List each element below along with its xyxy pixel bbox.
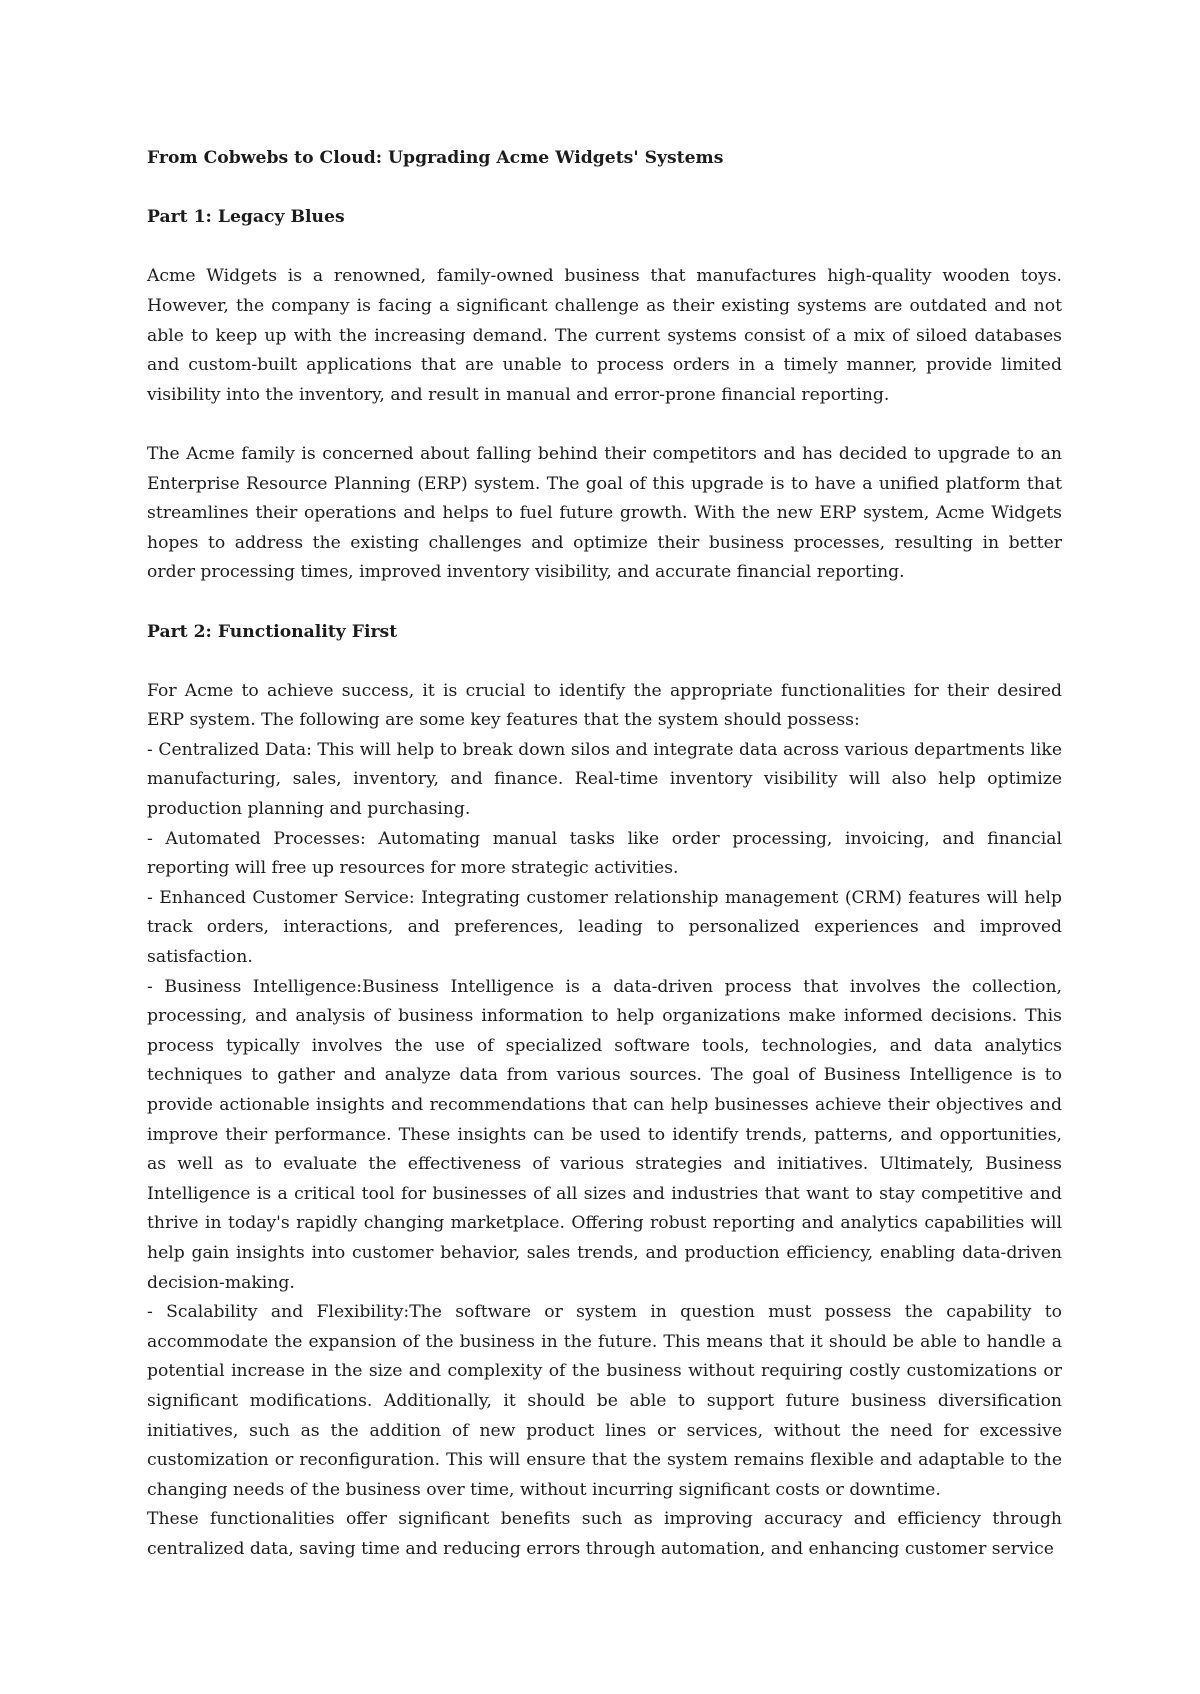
paragraph-intro: For Acme to achieve success, it is crucial to identify the appropriate functionalities for their desired ERP system. The following are some key features that the system should possess: xyxy=(147,680,1062,731)
paragraph: The Acme family is concerned about falling behind their competitors and has decided to upgrade to an Enterprise Resource Planning (ERP) system. The goal of this upgrade is to have a unified platform that streamlines their operations and helps to fuel future growth. With the new ERP system, Acme Widgets hopes to address the existing challenges and optimize their business processes, resulting in better order processing times, improved inventory visibility, and accurate financial reporting. xyxy=(147,443,1062,583)
list-item: - Centralized Data: This will help to break down silos and integrate data across various departments like manufacturing, sales, inventory, and finance. Real-time inventory visibility will also help optimize production planning and purchasing. xyxy=(147,739,1062,820)
paragraph: Acme Widgets is a renowned, family-owned business that manufactures high-quality wooden toys. However, the company is facing a significant challenge as their existing systems are outdated and not able to keep up with the increasing demand. The current systems consist of a mix of siloed databases and custom-built applications that are unable to process orders in a timely manner, provide limited visibility into the inventory, and result in manual and error-prone financial reporting. xyxy=(147,266,1062,405)
list-item: - Scalability and Flexibility:The software or system in question must possess the capability to accommodate the expansion of the business in the future. This means that it should be able to handle a potential increase in the size and complexity of the business without requiring costly customizations or significant modifications. Additionally, it should be able to support future business diversification initiatives, such as the addition of new product lines or services, without the need for excessive customization or reconfiguration. This will ensure that the system remains flexible and adaptable to the changing needs of the business over time, without incurring significant costs or downtime. xyxy=(147,1302,1062,1500)
list-item: - Business Intelligence:Business Intelligence is a data-driven process that involves the collection, processing, and analysis of business information to help organizations make informed decisions. This process typically involves the use of specialized software tools, technologies, and data analytics techniques to gather and analyze data from various sources. The goal of Business Intelligence is to provide actionable insights and recommendations that can help businesses achieve their objectives and improve their performance. These insights can be used to identify trends, patterns, and opportunities, as well as to evaluate the effectiveness of various strategies and initiatives. Ultimately, Business Intelligence is a critical tool for businesses of all sizes and industries that want to stay competitive and thrive in today's rapidly changing marketplace. Offering robust reporting and analytics capabilities will help gain insights into customer behavior, sales trends, and production efficiency, enabling data-driven decision-making. xyxy=(147,976,1062,1293)
paragraph-closing: These functionalities offer significant benefits such as improving accuracy and efficiency through centralized data, saving time and reducing errors through automation, and enhancing customer service xyxy=(147,1509,1062,1559)
list-item: - Enhanced Customer Service: Integrating customer relationship management (CRM) features will help track orders, interactions, and preferences, leading to personalized experiences and improved satisfaction. xyxy=(147,887,1062,968)
list-item: - Automated Processes: Automating manual tasks like order processing, invoicing, and financial reporting will free up resources for more strategic activities. xyxy=(147,828,1062,879)
document-title: From Cobwebs to Cloud: Upgrading Acme Widgets' Systems xyxy=(147,148,724,168)
document-body xyxy=(147,144,1062,1565)
section-heading-part1: Part 1: Legacy Blues xyxy=(147,207,345,228)
section-heading-part2: Part 2: Functionality First xyxy=(147,621,398,642)
